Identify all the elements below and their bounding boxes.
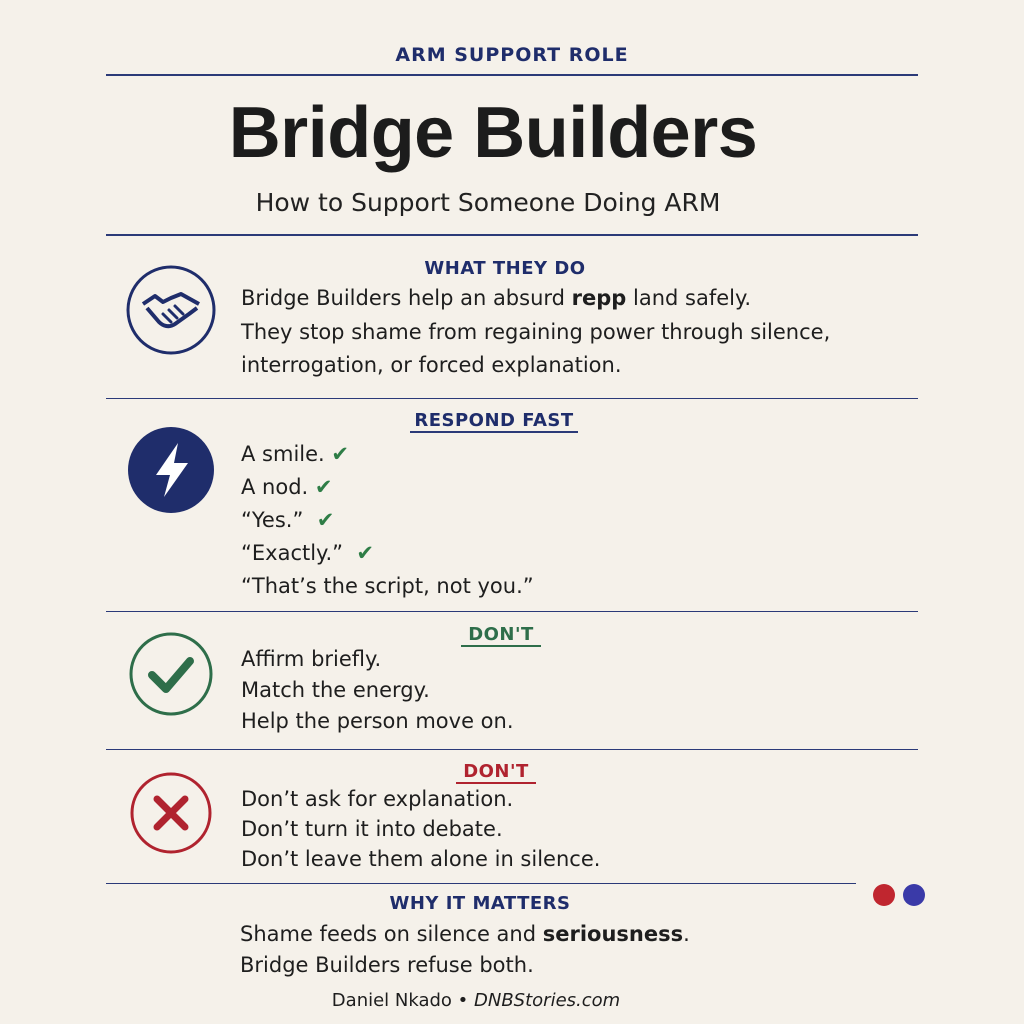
footer-credit bbox=[0, 990, 952, 1011]
check-icon: ✔ bbox=[331, 442, 349, 466]
check-icon: ✔ bbox=[316, 508, 335, 532]
list-item: “Yes.” ✔ bbox=[241, 508, 335, 532]
lightning-icon bbox=[126, 425, 216, 515]
divider bbox=[106, 883, 856, 884]
section-heading-dont: DON'T bbox=[456, 761, 536, 784]
divider bbox=[106, 611, 918, 612]
list-item: Help the person move on. bbox=[241, 709, 514, 733]
red-dot bbox=[873, 884, 895, 906]
section-heading-what-they-do: WHAT THEY DO bbox=[424, 258, 586, 279]
list-item: Affirm briefly. bbox=[241, 647, 382, 671]
x-circle-icon bbox=[129, 771, 213, 855]
check-icon: ✔ bbox=[356, 541, 375, 565]
list-item: Match the energy. bbox=[241, 678, 430, 702]
list-item: “That’s the script, not you.” bbox=[241, 574, 534, 598]
author-name: Daniel Nkado bbox=[331, 990, 452, 1011]
page-subtitle: How to Support Someone Doing ARM bbox=[255, 188, 721, 217]
what-they-do-line-2: They stop shame from regaining power through silence, bbox=[241, 320, 831, 344]
divider bbox=[106, 749, 918, 750]
list-item: Don’t ask for explanation. bbox=[241, 787, 514, 811]
section-heading-respond-fast: RESPOND FAST bbox=[410, 410, 578, 433]
divider bbox=[106, 74, 918, 76]
list-item: “Exactly.” ✔ bbox=[241, 541, 375, 565]
section-heading-do: DON'T bbox=[461, 624, 541, 647]
list-item: A nod. ✔ bbox=[241, 475, 333, 499]
what-they-do-line-3: interrogation, or forced explanation. bbox=[241, 353, 622, 377]
why-line-1: Shame feeds on silence and seriousness. bbox=[240, 922, 690, 946]
handshake-icon bbox=[125, 264, 217, 356]
blue-dot bbox=[903, 884, 925, 906]
kicker: ARM SUPPORT ROLE bbox=[395, 44, 629, 66]
site-link: DNBStories.com bbox=[474, 990, 621, 1011]
why-line-2: Bridge Builders refuse both. bbox=[240, 953, 534, 977]
list-item: A smile. ✔ bbox=[241, 442, 349, 466]
divider bbox=[106, 398, 918, 399]
page-title: Bridge Builders bbox=[228, 93, 758, 173]
divider bbox=[106, 234, 918, 236]
list-item: Don’t leave them alone in silence. bbox=[241, 847, 601, 871]
what-they-do-line-1: Bridge Builders help an absurd repp land safely. bbox=[241, 286, 752, 310]
separator: • bbox=[451, 990, 474, 1011]
check-icon: ✔ bbox=[314, 475, 333, 499]
check-circle-icon bbox=[128, 631, 214, 717]
list-item: Don’t turn it into debate. bbox=[241, 817, 503, 841]
section-heading-why-it-matters: WHY IT MATTERS bbox=[389, 893, 571, 914]
